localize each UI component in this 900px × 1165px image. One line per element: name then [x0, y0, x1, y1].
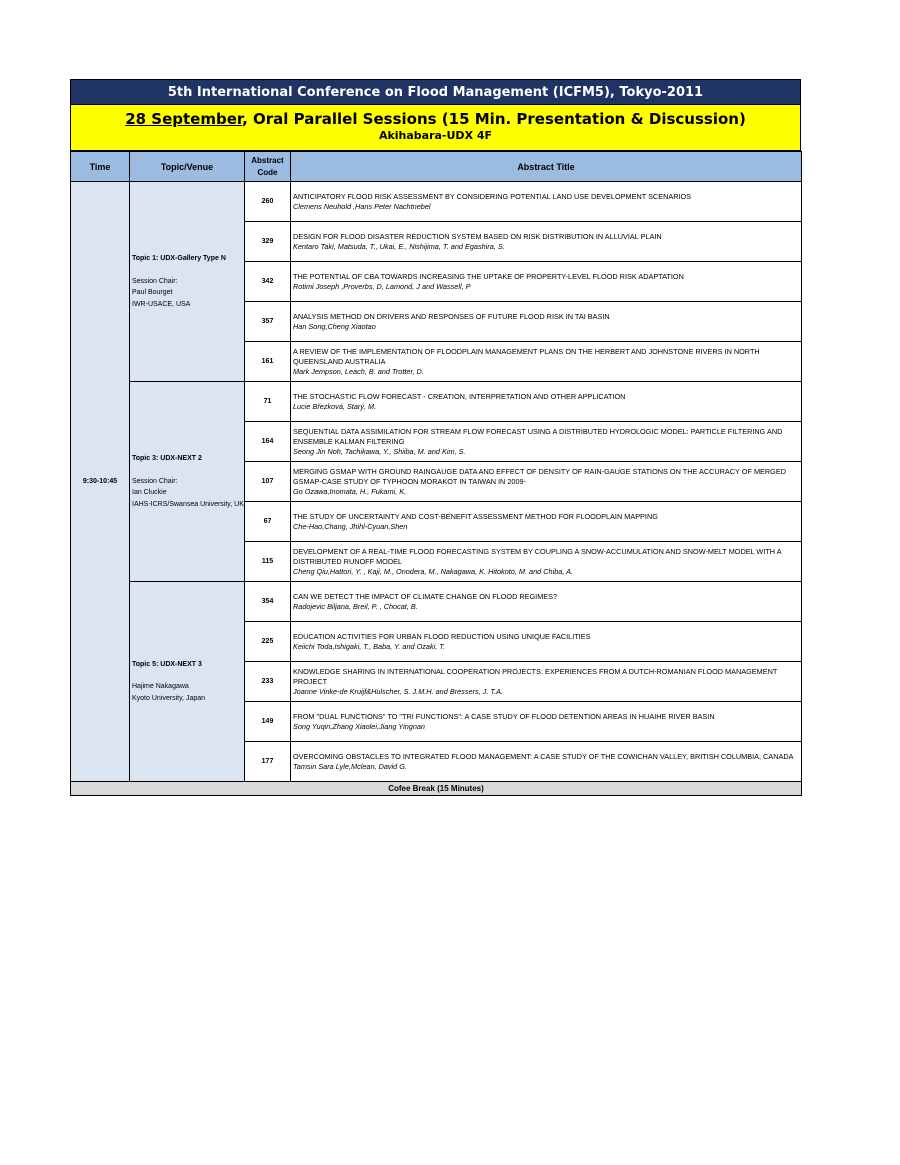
coffee-break-row: Cofee Break (15 Minutes) [71, 782, 802, 796]
topic-cell [130, 582, 245, 782]
abstract-title: ANALYSIS METHOD ON DRIVERS AND RESPONSES OF FUTURE FLOOD RISK IN TAI BASIN [293, 311, 610, 321]
abstract-title: CAN WE DETECT THE IMPACT OF CLIMATE CHANGE ON FLOOD REGIMES? [293, 591, 558, 601]
session-chair-line: Paul Bourget [132, 289, 173, 296]
column-header-code: Abstract Code [245, 152, 291, 182]
abstract-code: 260 [245, 182, 291, 222]
schedule-sheet [70, 79, 801, 796]
abstract-code: 357 [245, 302, 291, 342]
abstract-authors: Clemens Neuhold ,Hans Peter Nachtnebel [293, 201, 431, 211]
abstract-authors: Keiichi Toda,Ishigaki, T., Baba, Y. and Ozaki, T. [293, 641, 446, 651]
abstract-title: OVERCOMING OBSTACLES TO INTEGRATED FLOOD MANAGEMENT: A CASE STUDY OF THE COWICHAN VALLEY, BRITISH COLUMBIA, CANADA [293, 751, 794, 761]
abstract-title: SEQUENTIAL DATA ASSIMILATION FOR STREAM FLOW FORECAST USING A DISTRIBUTED HYDROLOGIC MODEL: PARTICLE FILTERING AND ENSEMBLE KALMAN FILTERING [293, 426, 783, 446]
abstract-title: EDUCATION ACTIVITIES FOR URBAN FLOOD REDUCTION USING UNIQUE FACILITIES [293, 631, 591, 641]
topic-cell [130, 382, 245, 582]
abstract-code: 115 [245, 542, 291, 582]
abstract-title: KNOWLEDGE SHARING IN INTERNATIONAL COOPERATION PROJECTS: EXPERIENCES FROM A DUTCH-ROMANIAN FLOOD MANAGEMENT PROJECT [293, 666, 778, 686]
abstract-code: 71 [245, 382, 291, 422]
abstract-code: 233 [245, 662, 291, 702]
abstract-authors: Cheng Qiu,Hattori, Y. , Kaji, M., Onodera, M., Nakagawa, K. Hitokoto, M. and Chiba, A. [293, 566, 573, 576]
abstract-authors: Lucie Březková, Starý, M. [293, 401, 377, 411]
abstract-cell [291, 742, 802, 782]
abstract-authors: Seong Jin Noh, Tachikawa, Y., Shiiba, M. and Kim, S. [293, 446, 466, 456]
session-chair-line: Hajime Nakagawa [132, 683, 189, 691]
abstract-cell [291, 422, 802, 462]
abstract-code: 67 [245, 502, 291, 542]
conference-title: 5th International Conference on Flood Management (ICFM5), Tokyo-2011 [70, 79, 801, 105]
abstract-code: 107 [245, 462, 291, 502]
session-chair-line: IAHS-ICRS/Swansea University, UK [132, 500, 244, 508]
abstract-authors: Mark Jempson, Leach, B. and Trotter, D. [293, 366, 424, 376]
session-date: 28 September [125, 110, 243, 128]
column-header-topic: Topic/Venue [130, 152, 245, 182]
schedule-body [71, 182, 802, 782]
abstract-code: 342 [245, 262, 291, 302]
session-chair-line: IWR-USACE, USA [132, 300, 191, 308]
abstract-title: DEVELOPMENT OF A REAL-TIME FLOOD FORECASTING SYSTEM BY COUPLING A SNOW-ACCUMULATION AND SNOW-MELT MODEL WITH A DISTRIBUTED RUNOFF MODEL [293, 546, 782, 566]
abstract-code: 149 [245, 702, 291, 742]
abstract-row [71, 382, 802, 422]
session-chair-line: Session Chair: [132, 277, 178, 285]
abstract-cell [291, 662, 802, 702]
session-chair-line: Kyoto University, Japan [132, 694, 206, 702]
session-chair-line: Ian Cluckie [132, 489, 167, 496]
abstract-cell [291, 302, 802, 342]
column-header-title: Abstract Title [291, 152, 802, 182]
abstract-title: THE STOCHASTIC FLOW FORECAST - CREATION, INTERPRETATION AND OTHER APPLICATION [293, 391, 626, 401]
abstract-title: DESIGN FOR FLOOD DISASTER REDUCTION SYSTEM BASED ON RISK DISTRIBUTION IN ALLUVIAL PLAIN [293, 231, 662, 241]
abstract-title: THE STUDY OF UNCERTAINTY AND COST-BENEFIT ASSESSMENT METHOD FOR FLOODPLAIN MAPPING [293, 511, 658, 521]
abstract-authors: Song Yuqin,Zhang Xiaolei,Jiang Yingnan [293, 721, 425, 731]
abstract-code: 354 [245, 582, 291, 622]
abstract-cell [291, 542, 802, 582]
topic-name: Topic 5: UDX-NEXT 3 [132, 660, 202, 668]
abstract-row [71, 182, 802, 222]
abstract-authors: Joanne Vinke-de Kruijf&Hulscher, S. J.M.H. and Bressers, J. T.A. [293, 686, 504, 696]
column-header-time: Time [71, 152, 130, 182]
abstract-cell [291, 382, 802, 422]
schedule-table [70, 151, 802, 796]
abstract-title: ANTICIPATORY FLOOD RISK ASSESSMENT BY CONSIDERING POTENTIAL LAND USE DEVELOPMENT SCENARIOS [293, 191, 692, 201]
session-venue: Akihabara-UDX 4F [378, 129, 493, 142]
abstract-authors: Han Song,Cheng Xiaotao [293, 321, 376, 331]
abstract-authors: Che-Hao,Chang, Jhihl-Cyuan,Shen [293, 521, 408, 531]
session-header [70, 105, 801, 151]
abstract-authors: Go Ozawa,Inomata, H., Fukami, K. [293, 486, 407, 496]
abstract-authors: Radojevic Biljana, Breil, P. , Chocat, B. [293, 601, 418, 611]
topic-name: Topic 3: UDX-NEXT 2 [132, 455, 202, 462]
abstract-title: MERGING GSMAP WITH GROUND RAINGAUGE DATA AND EFFECT OF DENSITY OF RAIN-GAUGE STATIONS ON THE ACCURACY OF MERGED GSMAP-CASE STUDY OF TYPHOON MORAKOT IN TAIWAN IN 2009- [293, 466, 786, 486]
abstract-row [71, 582, 802, 622]
abstract-cell [291, 622, 802, 662]
abstract-cell [291, 702, 802, 742]
session-chair-line: Session Chair: [132, 477, 178, 485]
abstract-authors: Tamsin Sara Lyle,Mclean, David G. [293, 761, 407, 771]
abstract-code: 225 [245, 622, 291, 662]
abstract-code: 164 [245, 422, 291, 462]
session-date-line [71, 105, 800, 129]
abstract-authors: Rotimi Joseph ,Proverbs, D, Lamond, J and Wassell, P [293, 281, 471, 291]
abstract-code: 161 [245, 342, 291, 382]
abstract-cell [291, 462, 802, 502]
abstract-code: 329 [245, 222, 291, 262]
topic-cell [130, 182, 245, 382]
abstract-authors: Kentaro Taki, Matsuda, T., Ukai, E., Nishijima, T. and Egashira, S. [293, 241, 505, 251]
abstract-cell [291, 342, 802, 382]
abstract-cell [291, 502, 802, 542]
time-slot: 9:30-10:45 [71, 182, 130, 782]
abstract-title: THE POTENTIAL OF CBA TOWARDS INCREASING THE UPTAKE OF PROPERTY-LEVEL FLOOD RISK ADAPTATION [293, 271, 684, 281]
session-description: , Oral Parallel Sessions (15 Min. Presentation & Discussion) [242, 110, 746, 128]
topic-name: Topic 1: UDX-Gallery Type N [132, 255, 226, 262]
abstract-title: FROM "DUAL FUNCTIONS" TO "TRI FUNCTIONS": A CASE STUDY OF FLOOD DETENTION AREAS IN HUAIHE RIVER BASIN [293, 711, 715, 721]
abstract-code: 177 [245, 742, 291, 782]
abstract-cell [291, 182, 802, 222]
abstract-cell [291, 262, 802, 302]
abstract-title: A REVIEW OF THE IMPLEMENTATION OF FLOODPLAIN MANAGEMENT PLANS ON THE HERBERT AND JOHNSTONE RIVERS IN NORTH QUEENSLAND AUSTRALIA [293, 346, 760, 366]
abstract-cell [291, 222, 802, 262]
abstract-cell [291, 582, 802, 622]
